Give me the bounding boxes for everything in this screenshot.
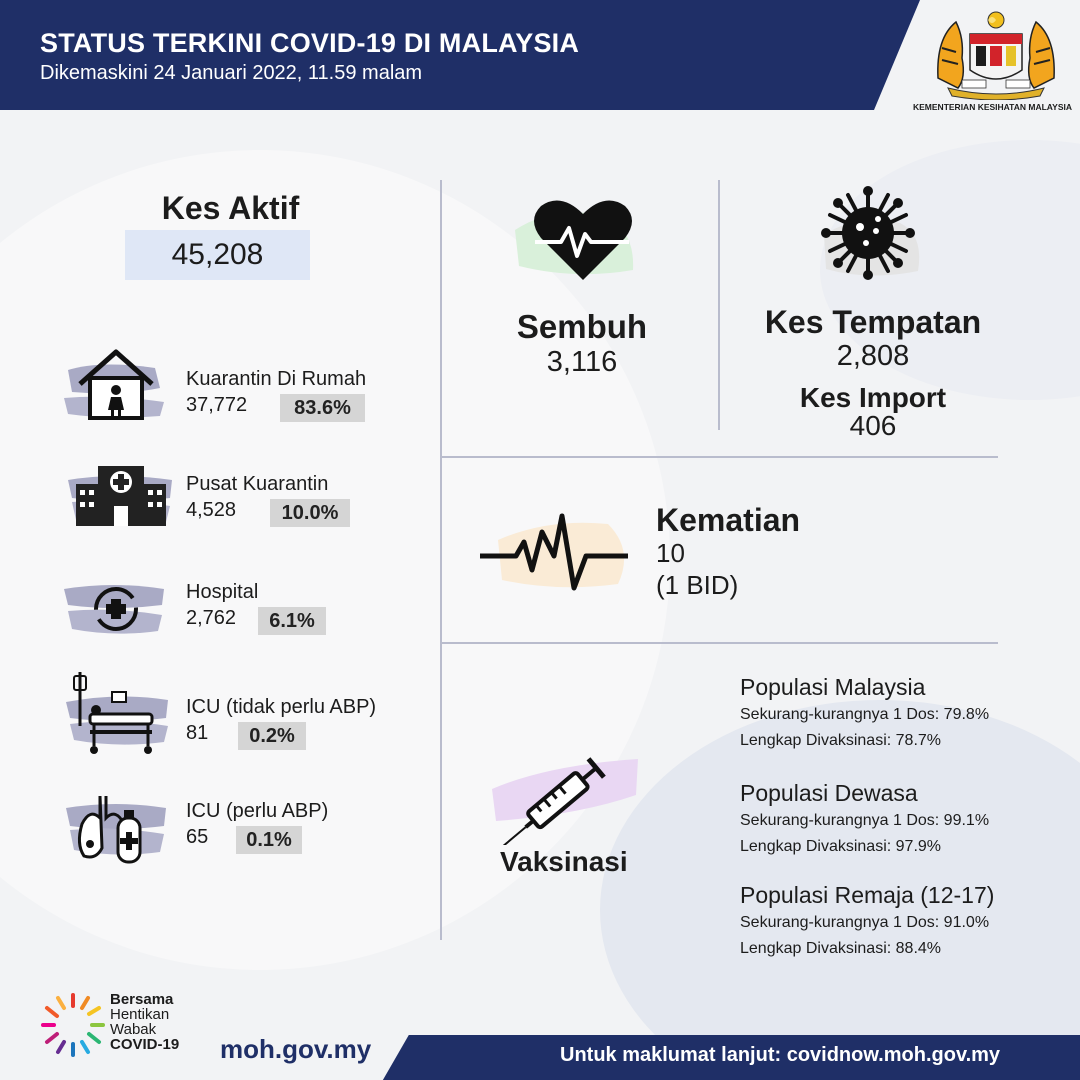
imported-cases-value: 406 <box>849 410 897 441</box>
divider <box>718 180 720 430</box>
icu-no-ventilator-label: ICU (tidak perlu ABP) <box>186 696 377 718</box>
virus-icon <box>808 185 928 285</box>
home-quarantine-label: Kuarantin Di Rumah <box>186 368 367 390</box>
vaccine-group-title: Populasi Remaja (12-17) <box>740 882 995 908</box>
ministry-label: KEMENTERIAN KESIHATAN MALAYSIA <box>913 102 1072 112</box>
syringe-icon <box>488 745 640 845</box>
campaign-burst-logo <box>40 992 106 1058</box>
vaccine-full-rate: Lengkap Divaksinasi: 97.9% <box>740 838 942 855</box>
active-cases-value: 45,208 <box>171 238 264 271</box>
icu-ventilator-value: 65 <box>186 826 209 848</box>
hospital-label: Hospital <box>186 581 259 603</box>
hospital-value: 2,762 <box>186 607 237 629</box>
campaign-line: COVID-19 <box>110 1036 180 1053</box>
vaccine-dose1-rate: Sekurang-kurangnya 1 Dos: 91.0% <box>740 914 990 931</box>
icu-bed-icon <box>64 668 174 760</box>
home-quarantine-value: 37,772 <box>186 394 248 416</box>
website-link[interactable]: moh.gov.my <box>220 1034 372 1064</box>
campaign-line: Wabak <box>110 1021 157 1038</box>
home-icon <box>60 348 170 423</box>
divider <box>440 180 442 940</box>
vaccine-full-rate: Lengkap Divaksinasi: 88.4% <box>740 940 942 957</box>
quarantine-center-label: Pusat Kuarantin <box>186 473 329 495</box>
icu-ventilator-label: ICU (perlu ABP) <box>186 800 329 822</box>
vaccination-label: Vaksinasi <box>500 846 628 877</box>
flatline-pulse-icon <box>478 510 638 592</box>
local-cases-label: Kes Tempatan <box>764 304 982 340</box>
update-timestamp: Dikemaskini 24 Januari 2022, 11.59 malam <box>40 62 423 84</box>
quarantine-center-value: 4,528 <box>186 499 237 521</box>
hospital-icon <box>58 573 168 643</box>
vaccine-group-title: Populasi Malaysia <box>740 674 926 700</box>
vaccine-full-rate: Lengkap Divaksinasi: 78.7% <box>740 732 942 749</box>
lungs-oxygen-icon <box>60 788 170 868</box>
deaths-label: Kematian <box>656 502 801 538</box>
quarantine-center-icon <box>66 458 176 533</box>
campaign-tagline <box>110 992 179 1052</box>
divider <box>442 456 998 458</box>
page-title: STATUS TERKINI COVID-19 DI MALAYSIA <box>40 28 580 58</box>
vaccine-group-title: Populasi Dewasa <box>740 780 918 806</box>
malaysia-coat-of-arms-logo <box>928 8 1064 100</box>
more-info-link[interactable]: Untuk maklumat lanjut: covidnow.moh.gov.my <box>560 1044 1001 1066</box>
campaign-line: Hentikan <box>110 1006 170 1023</box>
campaign-line: Bersama <box>110 991 174 1008</box>
local-cases-value: 2,808 <box>836 340 910 372</box>
recovered-value: 3,116 <box>546 346 618 378</box>
imported-cases-label: Kes Import <box>799 382 947 413</box>
home-quarantine-percent: 83.6% <box>280 394 365 422</box>
quarantine-center-percent: 10.0% <box>270 499 350 527</box>
deaths-bid: (1 BID) <box>656 570 739 600</box>
deaths-value: 10 <box>656 538 685 568</box>
vaccine-dose1-rate: Sekurang-kurangnya 1 Dos: 79.8% <box>740 706 990 723</box>
hospital-percent: 6.1% <box>258 607 326 635</box>
icu-no-ventilator-value: 81 <box>186 722 209 744</box>
icu-ventilator-percent: 0.1% <box>236 826 302 854</box>
heart-rate-icon <box>505 190 645 290</box>
vaccine-dose1-rate: Sekurang-kurangnya 1 Dos: 99.1% <box>740 812 990 829</box>
recovered-label: Sembuh <box>516 308 648 345</box>
divider <box>442 642 998 644</box>
active-cases-label: Kes Aktif <box>161 190 300 226</box>
icu-no-ventilator-percent: 0.2% <box>238 722 306 750</box>
